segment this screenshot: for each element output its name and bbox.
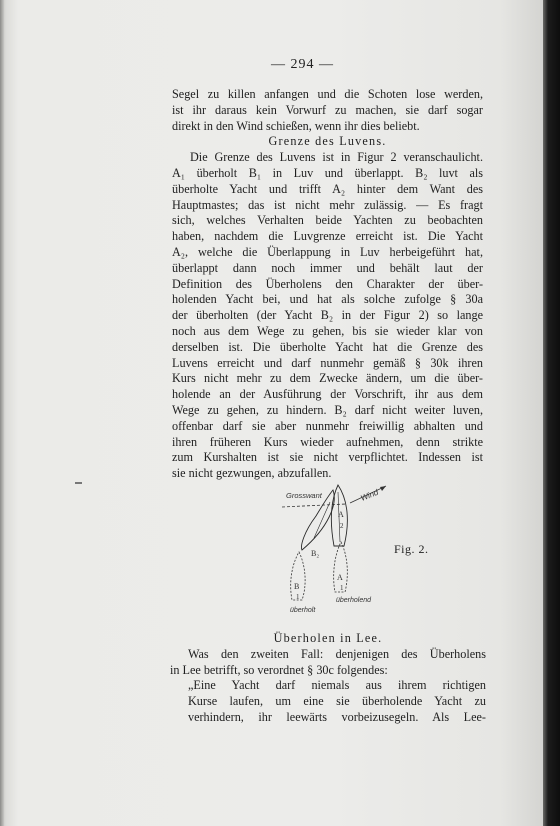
quote-line: verhindern, ihr leewärts vorbeizusegeln. Als Lee- (188, 709, 486, 724)
text-line: zum Kurshalten ist sie nicht verpflichtet. Indessen ist (172, 450, 483, 465)
yacht-b1-label: B (294, 582, 300, 591)
page-left-edge (0, 0, 4, 826)
yacht-a1-number: 1 (340, 584, 344, 592)
text-line: der überholten (der Yacht B₂ in der Figur 2) so lange (172, 308, 483, 323)
yacht-b2-label: B₂ (311, 549, 320, 558)
text-line: Kurs nicht mehr zu dem Zwecke ändern, um die über- (172, 371, 483, 386)
text-line: Luvens erreicht und darf nunmehr gemäß § 30k ihren (172, 355, 483, 370)
section-heading-lee: Überholen in Lee. (273, 631, 383, 645)
yacht-a2-label: A (338, 510, 344, 519)
text-line: Wege zu gehen, zu hindern. B₂ darf nicht weiter luven, (172, 402, 483, 417)
figure-2-diagram (278, 480, 408, 620)
text-line: Segel zu killen anfangen und die Schoten lose werden, (172, 87, 483, 101)
yacht-a2-number: 2 (340, 522, 344, 530)
text-line: derselben ist. Die überholte Yacht hat die Grenze des (172, 339, 483, 354)
yacht-a1-label: A (337, 573, 343, 582)
yacht-b1-number: 1 (296, 593, 300, 601)
book-spine (543, 0, 560, 826)
overtaken-label: überholt (290, 607, 316, 614)
text-line: haben, nachdem die Luvgrenze erreicht ist. Die Yacht (172, 229, 483, 244)
margin-mark (75, 482, 82, 484)
text-line: holenden Yacht bei, und hat als solche zufolge § 30a (172, 292, 483, 307)
section-heading-luvgrenze: Grenze des Luvens. (268, 134, 387, 149)
grosswant-label: Grosswant (286, 491, 322, 500)
wind-arrow-head (380, 486, 386, 491)
text-line: Hauptmastes; das ist nicht mehr zulässig. — Es fragt (172, 197, 483, 212)
text-line: überlappt dann noch immer und behält laut der (172, 260, 483, 275)
overtaking-label: überholend (336, 597, 372, 604)
text-line: sich, welches Verhalten beide Yachten zu beobachten (172, 213, 483, 228)
figure-caption: Fig. 2. (394, 542, 429, 556)
text-line: noch aus dem Wege zu gehen, bis sie wieder klar von (172, 323, 483, 338)
quote-line: „Eine Yacht darf niemals aus ihrem richtigen (188, 678, 486, 693)
page-number: — 294 — (271, 57, 334, 72)
text-line: A₁ überholt B₁ in Luv und überlappt. B₂ luvt als (172, 165, 483, 180)
text-line: A₂, welche die Überlappung in Luv herbeigeführt hat, (172, 244, 483, 259)
text-line: sie nicht gezwungen, abzufallen. (172, 466, 332, 481)
text-line: Die Grenze des Luvens ist in Figur 2 veranschaulicht. (190, 150, 483, 165)
grosswant-line (282, 504, 346, 507)
text-line: in Lee betrifft, so verordnet § 30c folgendes: (170, 662, 388, 677)
text-line: Definition des Überholens den Charakter der über- (172, 276, 483, 291)
text-line: Was den zweiten Fall: denjenigen des Überholens (188, 646, 486, 661)
text-block-upper (172, 87, 483, 482)
text-block-lower (170, 631, 486, 726)
text-line: ihren früheren Kurs wieder aufnehmen, denn strikte (172, 434, 483, 449)
quote-line: Kurse laufen, um eine sie überholende Yacht zu (188, 694, 486, 709)
text-line: offenbar darf sie aber nunmehr freiwillig abhalten und (172, 418, 483, 433)
text-line: überholte Yacht und trifft A₂ hinter dem Want des (172, 181, 483, 196)
text-line: direkt in den Wind schießen, wenn ihr dies beliebt. (172, 118, 420, 133)
wind-label: Wind (359, 487, 380, 503)
text-line: ist ihr daraus kein Vorwurf zu machen, sie darf sogar (172, 102, 483, 117)
text-line: holende an der Ausführung der Vorschrift, ihr aus dem (172, 387, 483, 402)
